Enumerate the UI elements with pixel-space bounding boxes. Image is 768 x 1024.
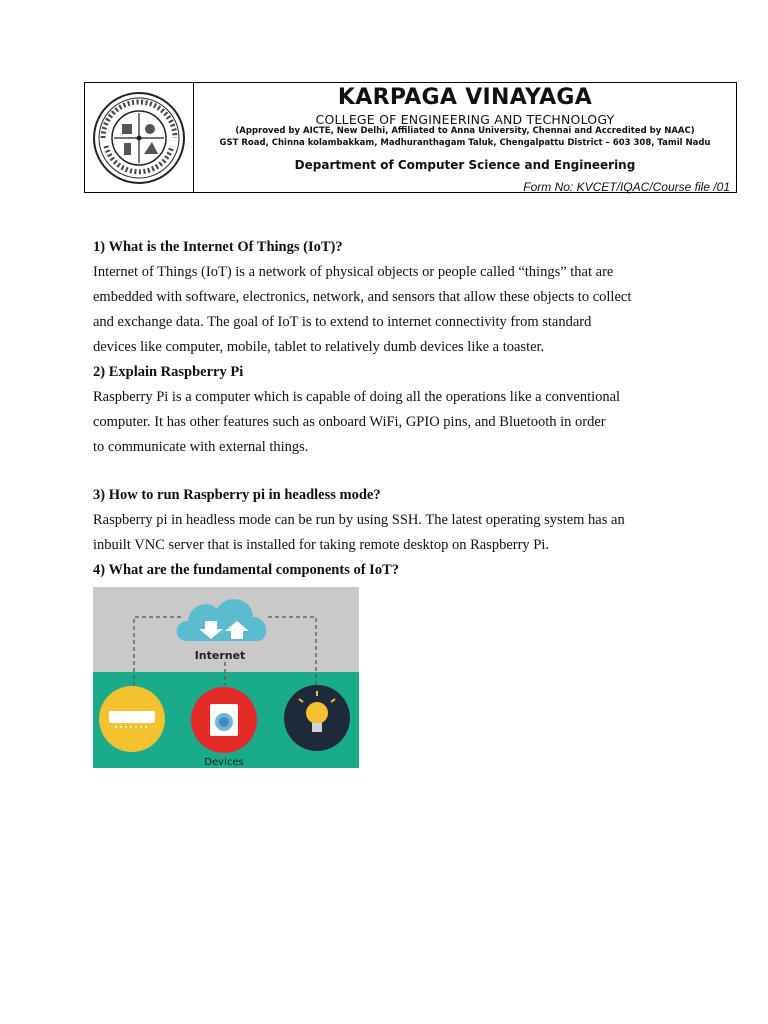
document-header <box>84 82 737 193</box>
question-1: 1) What is the Internet Of Things (IoT)? <box>93 239 343 255</box>
address-line: GST Road, Chinna kolambakkam, Madhuranthagam Taluk, Chengalpattu District – 603 308, Tamil Nadu <box>219 138 711 148</box>
paragraph-gap <box>93 460 693 483</box>
header-info <box>194 83 736 192</box>
document-body <box>93 235 693 583</box>
question-4: 4) What are the fundamental components of IoT? <box>93 562 399 578</box>
washing-machine-icon <box>191 687 257 753</box>
form-number: Form No: KVCET/IQAC/Course file /01 <box>523 180 730 194</box>
answer-1-line: and exchange data. The goal of IoT is to extend to internet connectivity from standard <box>93 314 592 330</box>
question-2: 2) Explain Raspberry Pi <box>93 364 244 380</box>
answer-2-line: Raspberry Pi is a computer which is capable of doing all the operations like a conventional <box>93 389 621 405</box>
department-name: Department of Computer Science and Engineering <box>294 158 636 172</box>
air-conditioner-icon <box>99 686 165 752</box>
answer-3-line: inbuilt VNC server that is installed for taking remote desktop on Raspberry Pi. <box>93 537 550 553</box>
light-bulb-icon <box>284 685 350 751</box>
iot-components-figure <box>93 587 359 768</box>
iot-diagram <box>93 587 359 768</box>
answer-2-line: to communicate with external things. <box>93 439 309 455</box>
devices-label: Devices <box>204 757 244 768</box>
internet-label: Internet <box>194 649 246 662</box>
answer-1-line: Internet of Things (IoT) is a network of physical objects or people called “things” that are <box>93 264 614 280</box>
answer-3-line: Raspberry pi in headless mode can be run by using SSH. The latest operating system has an <box>93 512 625 528</box>
college-seal-logo <box>92 91 186 185</box>
answer-1-line: embedded with software, electronics, network, and sensors that allow these objects to collect <box>93 289 632 305</box>
answer-2-line: computer. It has other features such as onboard WiFi, GPIO pins, and Bluetooth in order <box>93 414 606 430</box>
college-subtitle: COLLEGE OF ENGINEERING AND TECHNOLOGY <box>315 112 615 127</box>
logo-cell <box>85 83 194 192</box>
question-3: 3) How to run Raspberry pi in headless mode? <box>93 487 381 503</box>
college-name: KARPAGA VINAYAGA <box>337 85 593 110</box>
answer-1-line: devices like computer, mobile, tablet to relatively dumb devices like a toaster. <box>93 339 545 355</box>
approval-line: (Approved by AICTE, New Delhi, Affiliated to Anna University, Chennai and Accredited by NAAC) <box>235 126 695 136</box>
